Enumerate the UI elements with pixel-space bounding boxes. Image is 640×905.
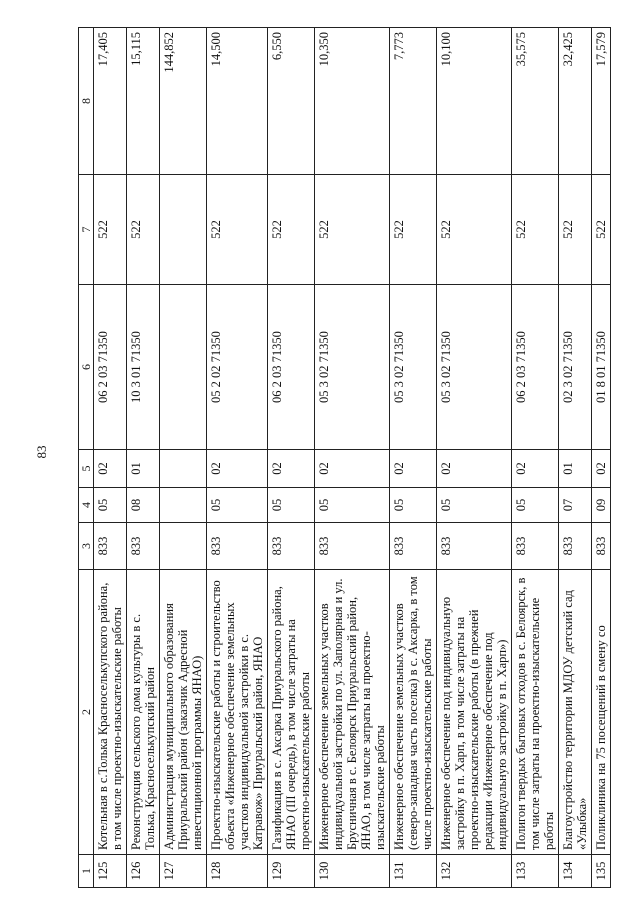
code-col4: 05: [268, 488, 315, 523]
code-col3: [160, 523, 207, 570]
column-header: 8: [79, 28, 94, 175]
code-col7: 522: [512, 175, 559, 285]
table-row: [592, 28, 611, 888]
table-row: [559, 28, 592, 888]
row-number: 134: [559, 855, 592, 888]
project-name: Котельная в с.Толька Красноселькупского района, в том числе проектно-изыскательские работы: [94, 570, 127, 855]
row-number: 131: [390, 855, 437, 888]
code-col7: 522: [437, 175, 512, 285]
code-col7: 522: [559, 175, 592, 285]
code-col4: 05: [512, 488, 559, 523]
code-col6: [160, 285, 207, 450]
table-body: [79, 28, 611, 888]
code-col4: 05: [94, 488, 127, 523]
code-col6: 10 3 01 71350: [127, 285, 160, 450]
code-col7: [160, 175, 207, 285]
code-col6: 05 3 02 71350: [390, 285, 437, 450]
code-col4: 09: [592, 488, 611, 523]
row-number: 135: [592, 855, 611, 888]
code-col3: 833: [94, 523, 127, 570]
code-col4: [160, 488, 207, 523]
table-row: [207, 28, 268, 888]
amount: 32,425: [559, 28, 592, 175]
code-col5: 01: [127, 450, 160, 488]
code-col4: 07: [559, 488, 592, 523]
code-col4: 05: [390, 488, 437, 523]
code-col3: 833: [207, 523, 268, 570]
column-header: 7: [79, 175, 94, 285]
code-col6: 06 2 03 71350: [268, 285, 315, 450]
table-row: [127, 28, 160, 888]
code-col7: 522: [268, 175, 315, 285]
project-name: Инженерное обеспечение земельных участков (северо-западная часть поселка) в с. Аксарка, в том числе проектно-изыскательские работы: [390, 570, 437, 855]
code-col5: 02: [268, 450, 315, 488]
project-name: Инженерное обеспечение земельных участков индивидуальной застройки по ул. Заполярная и ул. Брусничная в с. Белоярск Приуральский район, ЯНАО, в том числе затраты на проектно-изыскательские работы: [315, 570, 390, 855]
code-col4: 05: [315, 488, 390, 523]
table-row: [315, 28, 390, 888]
project-name: Администрация муниципального образования Приуральский район (заказчик Адресной инвестиционной программы ЯНАО): [160, 570, 207, 855]
amount: 10,350: [315, 28, 390, 175]
table-row: [512, 28, 559, 888]
code-col5: [160, 450, 207, 488]
code-col5: 02: [512, 450, 559, 488]
code-col6: 01 8 01 71350: [592, 285, 611, 450]
column-number-header: [79, 28, 94, 888]
code-col3: 833: [268, 523, 315, 570]
code-col4: 08: [127, 488, 160, 523]
column-header: 6: [79, 285, 94, 450]
amount: 6,550: [268, 28, 315, 175]
code-col6: 05 3 02 71350: [315, 285, 390, 450]
code-col5: 02: [94, 450, 127, 488]
amount: 35,575: [512, 28, 559, 175]
table-row: [390, 28, 437, 888]
row-number: 125: [94, 855, 127, 888]
code-col5: 01: [559, 450, 592, 488]
code-col4: 05: [207, 488, 268, 523]
amount: 10,100: [437, 28, 512, 175]
code-col5: 02: [437, 450, 512, 488]
project-name: Газификация в с. Аксарка Приуральского района, ЯНАО (III очередь), в том числе затраты на проектно-изыскательские работы: [268, 570, 315, 855]
budget-table: [78, 27, 611, 888]
row-number: 132: [437, 855, 512, 888]
code-col5: 02: [592, 450, 611, 488]
code-col3: 833: [559, 523, 592, 570]
code-col5: 02: [207, 450, 268, 488]
code-col3: 833: [390, 523, 437, 570]
code-col3: 833: [127, 523, 160, 570]
row-number: 127: [160, 855, 207, 888]
amount: 144,852: [160, 28, 207, 175]
project-name: Проектно-изыскательские работы и строительство объекта «Инженерное обеспечение земельных участков индивидуальной застройки в с. Катравож» Приуральский район, ЯНАО: [207, 570, 268, 855]
amount: 15,115: [127, 28, 160, 175]
column-header: 1: [79, 855, 94, 888]
code-col5: 02: [315, 450, 390, 488]
code-col3: 833: [437, 523, 512, 570]
row-number: 126: [127, 855, 160, 888]
rotated-table-sheet: [78, 28, 608, 888]
code-col6: 06 2 03 71350: [94, 285, 127, 450]
project-name: Реконструкция сельского дома культуры в с. Толька, Красноселькупский район: [127, 570, 160, 855]
amount: 17,579: [592, 28, 611, 175]
column-header: 5: [79, 450, 94, 488]
code-col6: 05 3 02 71350: [437, 285, 512, 450]
code-col7: 522: [207, 175, 268, 285]
table-row: [160, 28, 207, 888]
code-col3: 833: [512, 523, 559, 570]
project-name: Благоустройство территории МДОУ детский сад «Улыбка»: [559, 570, 592, 855]
project-name: Полигон твердых бытовых отходов в с. Белоярск, в том числе затраты на проектно-изыскательские работы: [512, 570, 559, 855]
code-col3: 833: [592, 523, 611, 570]
table-row: [268, 28, 315, 888]
row-number: 133: [512, 855, 559, 888]
row-number: 128: [207, 855, 268, 888]
code-col4: 05: [437, 488, 512, 523]
code-col7: 522: [315, 175, 390, 285]
code-col6: 05 2 02 71350: [207, 285, 268, 450]
code-col3: 833: [315, 523, 390, 570]
code-col6: 02 3 02 71350: [559, 285, 592, 450]
project-name: Поликлиника на 75 посещений в смену со: [592, 570, 611, 855]
code-col7: 522: [94, 175, 127, 285]
column-header: 4: [79, 488, 94, 523]
code-col7: 522: [127, 175, 160, 285]
code-col7: 522: [390, 175, 437, 285]
table-row: [94, 28, 127, 888]
page-number: 83: [34, 445, 49, 459]
amount: 17,405: [94, 28, 127, 175]
code-col6: 06 2 03 71350: [512, 285, 559, 450]
amount: 14,500: [207, 28, 268, 175]
project-name: Инженерное обеспечение под индивидуальную застройку в п. Харп, в том числе затраты на проектно-изыскательские работы (в прежней редакции «Инженерное обеспечение под индивидуальную застройку в п. Харп»): [437, 570, 512, 855]
table-row: [437, 28, 512, 888]
column-header: 3: [79, 523, 94, 570]
code-col7: 522: [592, 175, 611, 285]
amount: 7,773: [390, 28, 437, 175]
row-number: 130: [315, 855, 390, 888]
code-col5: 02: [390, 450, 437, 488]
row-number: 129: [268, 855, 315, 888]
column-header: 2: [79, 570, 94, 855]
